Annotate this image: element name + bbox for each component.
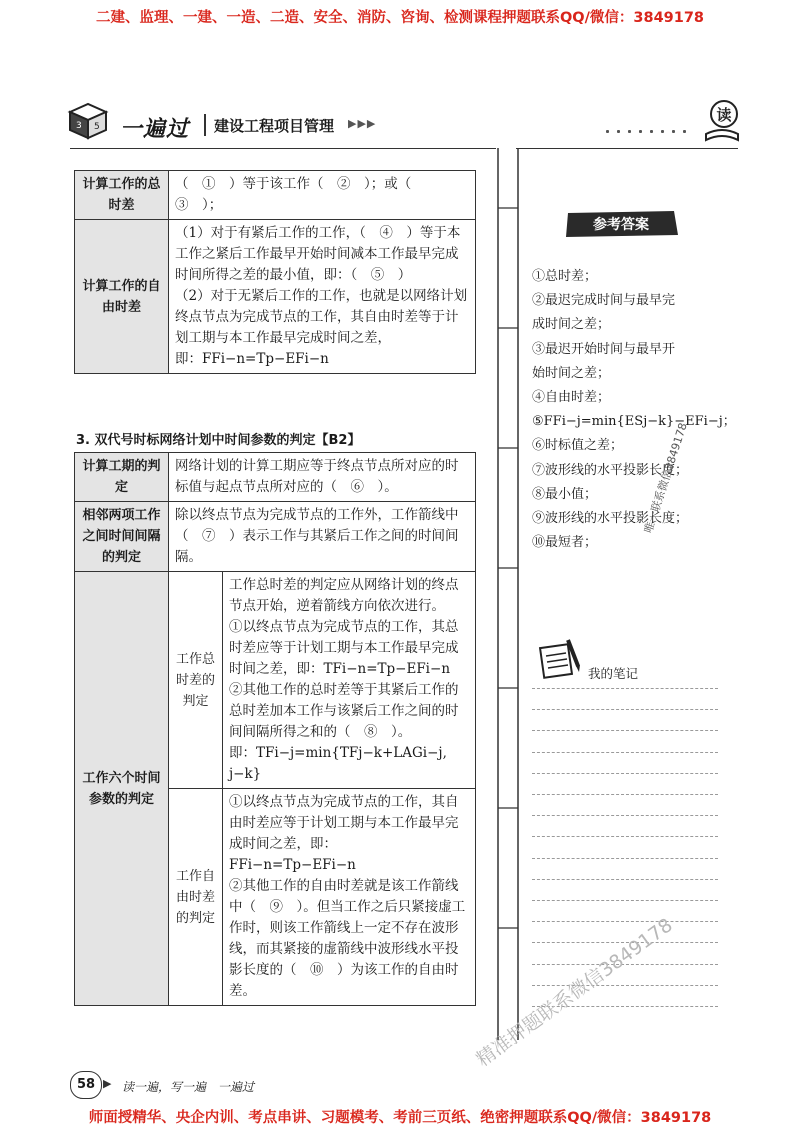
- table-row: [75, 502, 476, 572]
- table-row: [75, 453, 476, 502]
- header-dots: [602, 118, 698, 137]
- watermark-large: 精准押题联系微信3849178: [472, 914, 677, 1072]
- answer-list: [532, 265, 736, 555]
- content-line: 工作总时差的判定应从网络计划的终点节点开始，逆着箭线方向依次进行。: [229, 577, 459, 614]
- book-logo-icon: [62, 98, 112, 142]
- row-label: 计算工作的自由时差: [75, 220, 169, 374]
- answer-item: ③最迟开始时间与最早开: [532, 341, 676, 357]
- content-line: ①以终点节点为完成节点的工作，其总时差应等于计划工期与本工作最早完成时间之差，即：TFi−n=Tp−EFi−n: [229, 619, 459, 677]
- answer-item: 始时间之差；: [532, 365, 611, 381]
- row-content: [223, 572, 476, 789]
- content-line: 即：TFi−j=min{TFj−k+LAGi−j, j−k}: [229, 745, 447, 782]
- row-label: 相邻两项工作之间时间间隔的判定: [75, 502, 169, 572]
- bottom-promo-banner: 师面授精华、央企内训、考点串讲、习题模考、考前三页纸、绝密押题联系QQ/微信：3849178: [88, 1110, 712, 1126]
- answer-item: ⑥时标值之差；: [532, 438, 624, 454]
- content-line: （ ① ）等于该工作（ ② ）；或（ ③ ）；: [175, 176, 425, 213]
- content-line: ②其他工作的自由时差就是该工作箭线中（ ⑨ ）。但当工作之后只紧接虚工作时，则该工作箭线上一定不存在波形线，而其紧接的虚箭线中波形线水平投影长度的（ ⑩ ）为该工作的自由时差。: [229, 878, 466, 999]
- row-content: [223, 789, 476, 1006]
- answer-item: ⑤FFi−j=min{ESj−k}−EFi−j；: [532, 414, 736, 430]
- brand-name: 一遍过: [120, 117, 190, 142]
- watermark-small: 唯一联系微信3849178: [641, 421, 690, 535]
- row-content: 网络计划的计算工期应等于终点节点所对应的时标值与起点节点所对应的（ ⑥ ）。: [169, 453, 476, 502]
- note-line: [532, 921, 718, 922]
- notebook-pen-icon: [536, 636, 582, 682]
- header-rule-right: [516, 148, 738, 149]
- content-line: （1）对于有紧后工作的工作，（ ④ ）等于本工作之紧后工作最早开始时间减本工作最早完成时间所得之差的最小值，即：（ ⑤ ）: [175, 225, 461, 283]
- note-line: [532, 858, 718, 859]
- group-label: 工作六个时间参数的判定: [75, 572, 169, 1006]
- table-row: [75, 171, 476, 220]
- page-number: 58: [70, 1071, 102, 1099]
- read-book-icon: [702, 98, 742, 142]
- content-line: （2）对于无紧后工作的工作，也就是以网络计划终点节点为完成节点的工作，其自由时差等于计划工期与本工作最早完成时间之差，: [175, 288, 468, 346]
- note-line: [532, 688, 718, 689]
- note-line: [532, 709, 718, 710]
- content-line: 即：FFi−n=Tp−EFi−n: [175, 351, 329, 367]
- note-line: [532, 836, 718, 837]
- section-heading: 3. 双代号时标网络计划中时间参数的判定【B2】: [76, 433, 361, 448]
- answer-item: ⑧最小值；: [532, 486, 598, 502]
- answers-title-text: 参考答案: [593, 217, 649, 233]
- row-content: [169, 220, 476, 374]
- page-arrow-icon: ▶: [103, 1077, 112, 1090]
- table-row: [75, 572, 476, 789]
- answer-item: 成时间之差；: [532, 317, 611, 333]
- read-badge-text: 读: [716, 106, 732, 124]
- note-line: [532, 752, 718, 753]
- answer-item: ⑦波形线的水平投影长度；: [532, 462, 689, 478]
- content-line: FFi−n=Tp−EFi−n: [229, 857, 356, 873]
- note-line: [532, 794, 718, 795]
- row-content: [169, 171, 476, 220]
- top-promo-banner: 二建、监理、一建、一造、二造、安全、消防、咨询、检测课程押题联系QQ/微信：3849178: [95, 10, 705, 26]
- svg-text:5: 5: [94, 122, 100, 132]
- subrow-label: 工作总时差的判定: [169, 572, 223, 789]
- notes-title: 我的笔记: [588, 666, 639, 681]
- column-divider-binding: [496, 148, 526, 1040]
- row-label: 计算工作的总时差: [75, 171, 169, 220]
- content-line: ②其他工作的总时差等于其紧后工作的总时差加本工作与该紧后工作之间的时间间隔所得之和的（ ⑧ ）。: [229, 682, 459, 740]
- row-content: 除以终点节点为完成节点的工作外，工作箭线中（ ⑦ ）表示工作与其紧后工作之间的时间间隔。: [169, 502, 476, 572]
- note-line: [532, 815, 718, 816]
- book-title: 建设工程项目管理: [214, 117, 335, 135]
- note-line: [532, 879, 718, 880]
- note-line: [532, 900, 718, 901]
- header-arrows: ▶▶▶: [348, 117, 377, 130]
- answer-item: ④自由时差；: [532, 390, 611, 406]
- note-line: [532, 730, 718, 731]
- answer-item: ①总时差；: [532, 269, 598, 284]
- row-label: 计算工期的判定: [75, 453, 169, 502]
- answer-item: ②最迟完成时间与最早完: [532, 293, 676, 309]
- svg-text:3: 3: [76, 121, 82, 131]
- subrow-label: 工作自由时差的判定: [169, 789, 223, 1006]
- free-float-calc-table: [74, 170, 476, 374]
- footer-slogan: 读一遍，写一遍 一遍过: [122, 1080, 255, 1094]
- content-line: ①以终点节点为完成节点的工作，其自由时差应等于计划工期与本工作最早完成时间之差，即：: [229, 794, 459, 852]
- answer-item: ⑩最短者；: [532, 535, 598, 551]
- header-separator: [204, 114, 206, 136]
- page-header: [62, 98, 738, 148]
- header-rule-left: [70, 148, 496, 149]
- answers-title-badge: [562, 209, 680, 239]
- answer-item: ⑨波形线的水平投影长度；: [532, 511, 689, 527]
- time-scaled-network-table: [74, 452, 476, 1006]
- table-row: [75, 220, 476, 374]
- note-line: [532, 773, 718, 774]
